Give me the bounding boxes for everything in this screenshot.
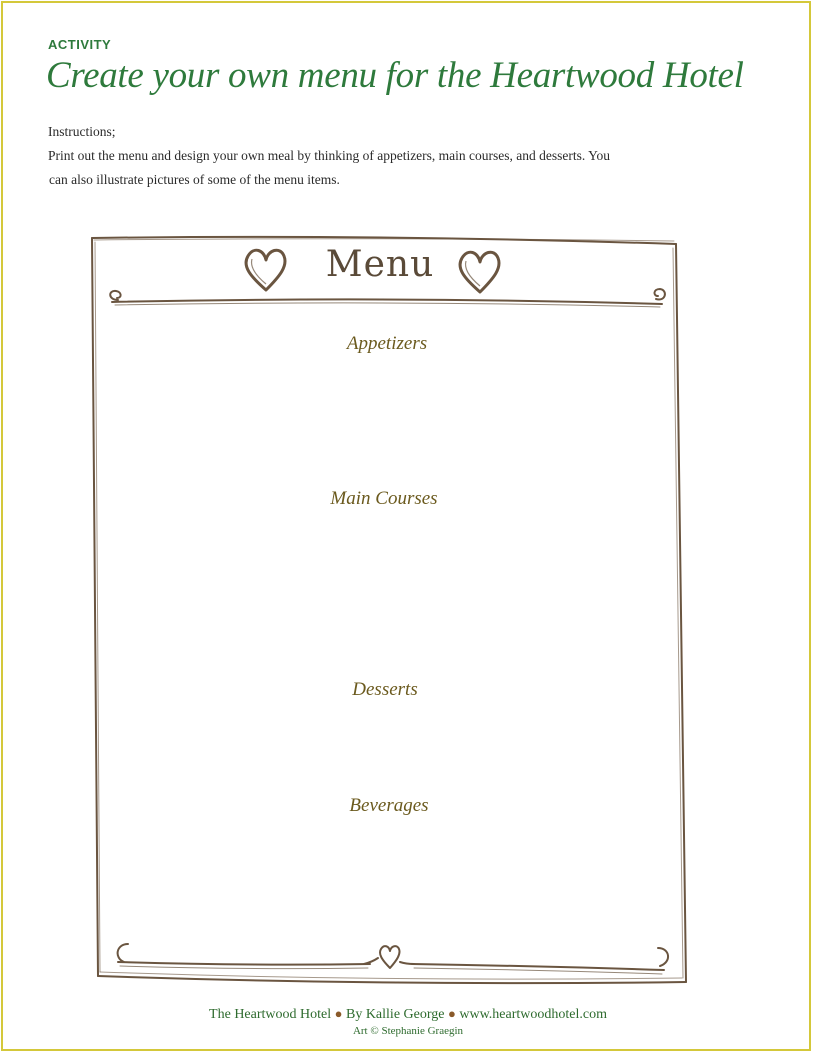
heart-icon (460, 252, 499, 292)
section-beverages: Beverages (349, 795, 429, 816)
section-desserts: Desserts (352, 679, 418, 700)
instructions-heading: Instructions; (48, 124, 116, 139)
acorn-icon: ● (334, 1006, 343, 1021)
instructions-line-2: can also illustrate pictures of some of the menu items. (49, 172, 340, 187)
section-main-courses: Main Courses (330, 488, 438, 509)
footer-url[interactable]: www.heartwoodhotel.com (459, 1007, 607, 1022)
footer-site-name: The Heartwood Hotel (209, 1007, 332, 1022)
activity-label: ACTIVITY (48, 37, 112, 52)
art-credit: Art © Stephanie Graegin (352, 1025, 464, 1037)
instructions-line-1: Print out the menu and design your own meal by thinking of appetizers, main courses, and desserts. You (48, 148, 611, 163)
footer-author: By Kallie George (345, 1007, 445, 1022)
page-title: Create your own menu for the Heartwood Hotel (46, 55, 744, 96)
footer (0, 1006, 816, 1023)
menu-title: Menu (325, 244, 435, 285)
acorn-icon: ● (447, 1006, 456, 1021)
heart-icon (246, 250, 285, 290)
heart-icon (380, 946, 400, 968)
section-appetizers: Appetizers (346, 333, 428, 354)
